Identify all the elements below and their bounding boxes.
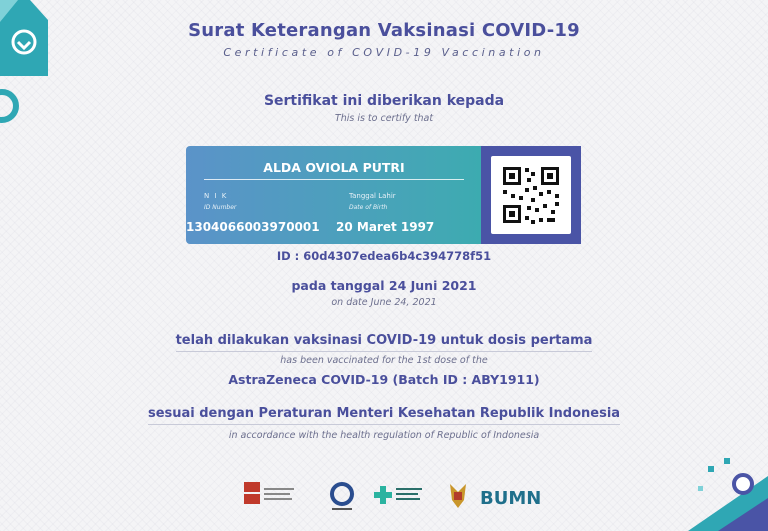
bumn-logo-icon bbox=[480, 488, 541, 509]
dose-text: telah dilakukan vaksinasi COVID-19 untuk dosis pertama bbox=[176, 333, 593, 352]
vaccine-batch: AstraZeneca COVID-19 (Batch ID : ABY1911) bbox=[228, 372, 540, 387]
recipient-heading: Sertifikat ini diberikan kepada bbox=[263, 93, 505, 109]
dose-text-en: has been vaccinated for the 1st dose of the bbox=[280, 355, 488, 366]
date-block bbox=[0, 278, 768, 308]
dose-block bbox=[0, 329, 768, 366]
regulation-text-en: in accordance with the health regulation of Republic of Indonesia bbox=[228, 430, 540, 441]
certificate-id: ID : 60d4307edea6b4c394778f51 bbox=[276, 249, 492, 263]
dob-value: 20 Maret 1997 bbox=[336, 220, 435, 234]
recipient-heading-en: This is to certify that bbox=[334, 113, 434, 124]
kemenkes-logo-icon bbox=[374, 486, 422, 504]
dob-label-en: Date of Birth bbox=[349, 204, 388, 211]
recipient-name: ALDA OVIOLA PUTRI bbox=[263, 160, 405, 175]
recipient-heading-block bbox=[0, 93, 768, 124]
dob-label: Tanggal Lahir bbox=[349, 192, 396, 200]
regulation-text: sesuai dengan Peraturan Menteri Kesehatan Republik Indonesia bbox=[148, 406, 620, 425]
kpcpen-logo-icon bbox=[244, 482, 294, 504]
qr-panel bbox=[481, 146, 581, 244]
svg-text:BUMN: BUMN bbox=[480, 488, 542, 509]
qr-code-icon bbox=[491, 156, 571, 234]
vaccination-date: pada tanggal 24 Juni 2021 bbox=[291, 278, 477, 293]
vaccine-name bbox=[0, 372, 768, 387]
recipient-card bbox=[186, 146, 581, 244]
nik-label-en: ID Number bbox=[204, 204, 237, 211]
footer-logos bbox=[240, 478, 542, 518]
name-divider bbox=[204, 179, 464, 180]
regulation-block bbox=[0, 402, 768, 441]
nik-value: 1304066003970001 bbox=[186, 220, 320, 234]
nik-label: N I K bbox=[204, 192, 228, 200]
garuda-emblem-icon bbox=[450, 484, 466, 508]
certificate-title: Surat Keterangan Vaksinasi COVID-19 bbox=[188, 20, 580, 41]
certificate-subtitle: Certificate of COVID-19 Vaccination bbox=[223, 46, 545, 59]
vaccination-date-en: on date June 24, 2021 bbox=[331, 297, 437, 308]
decorative-pattern-icon bbox=[648, 456, 768, 531]
kominfo-logo-icon bbox=[332, 484, 352, 510]
